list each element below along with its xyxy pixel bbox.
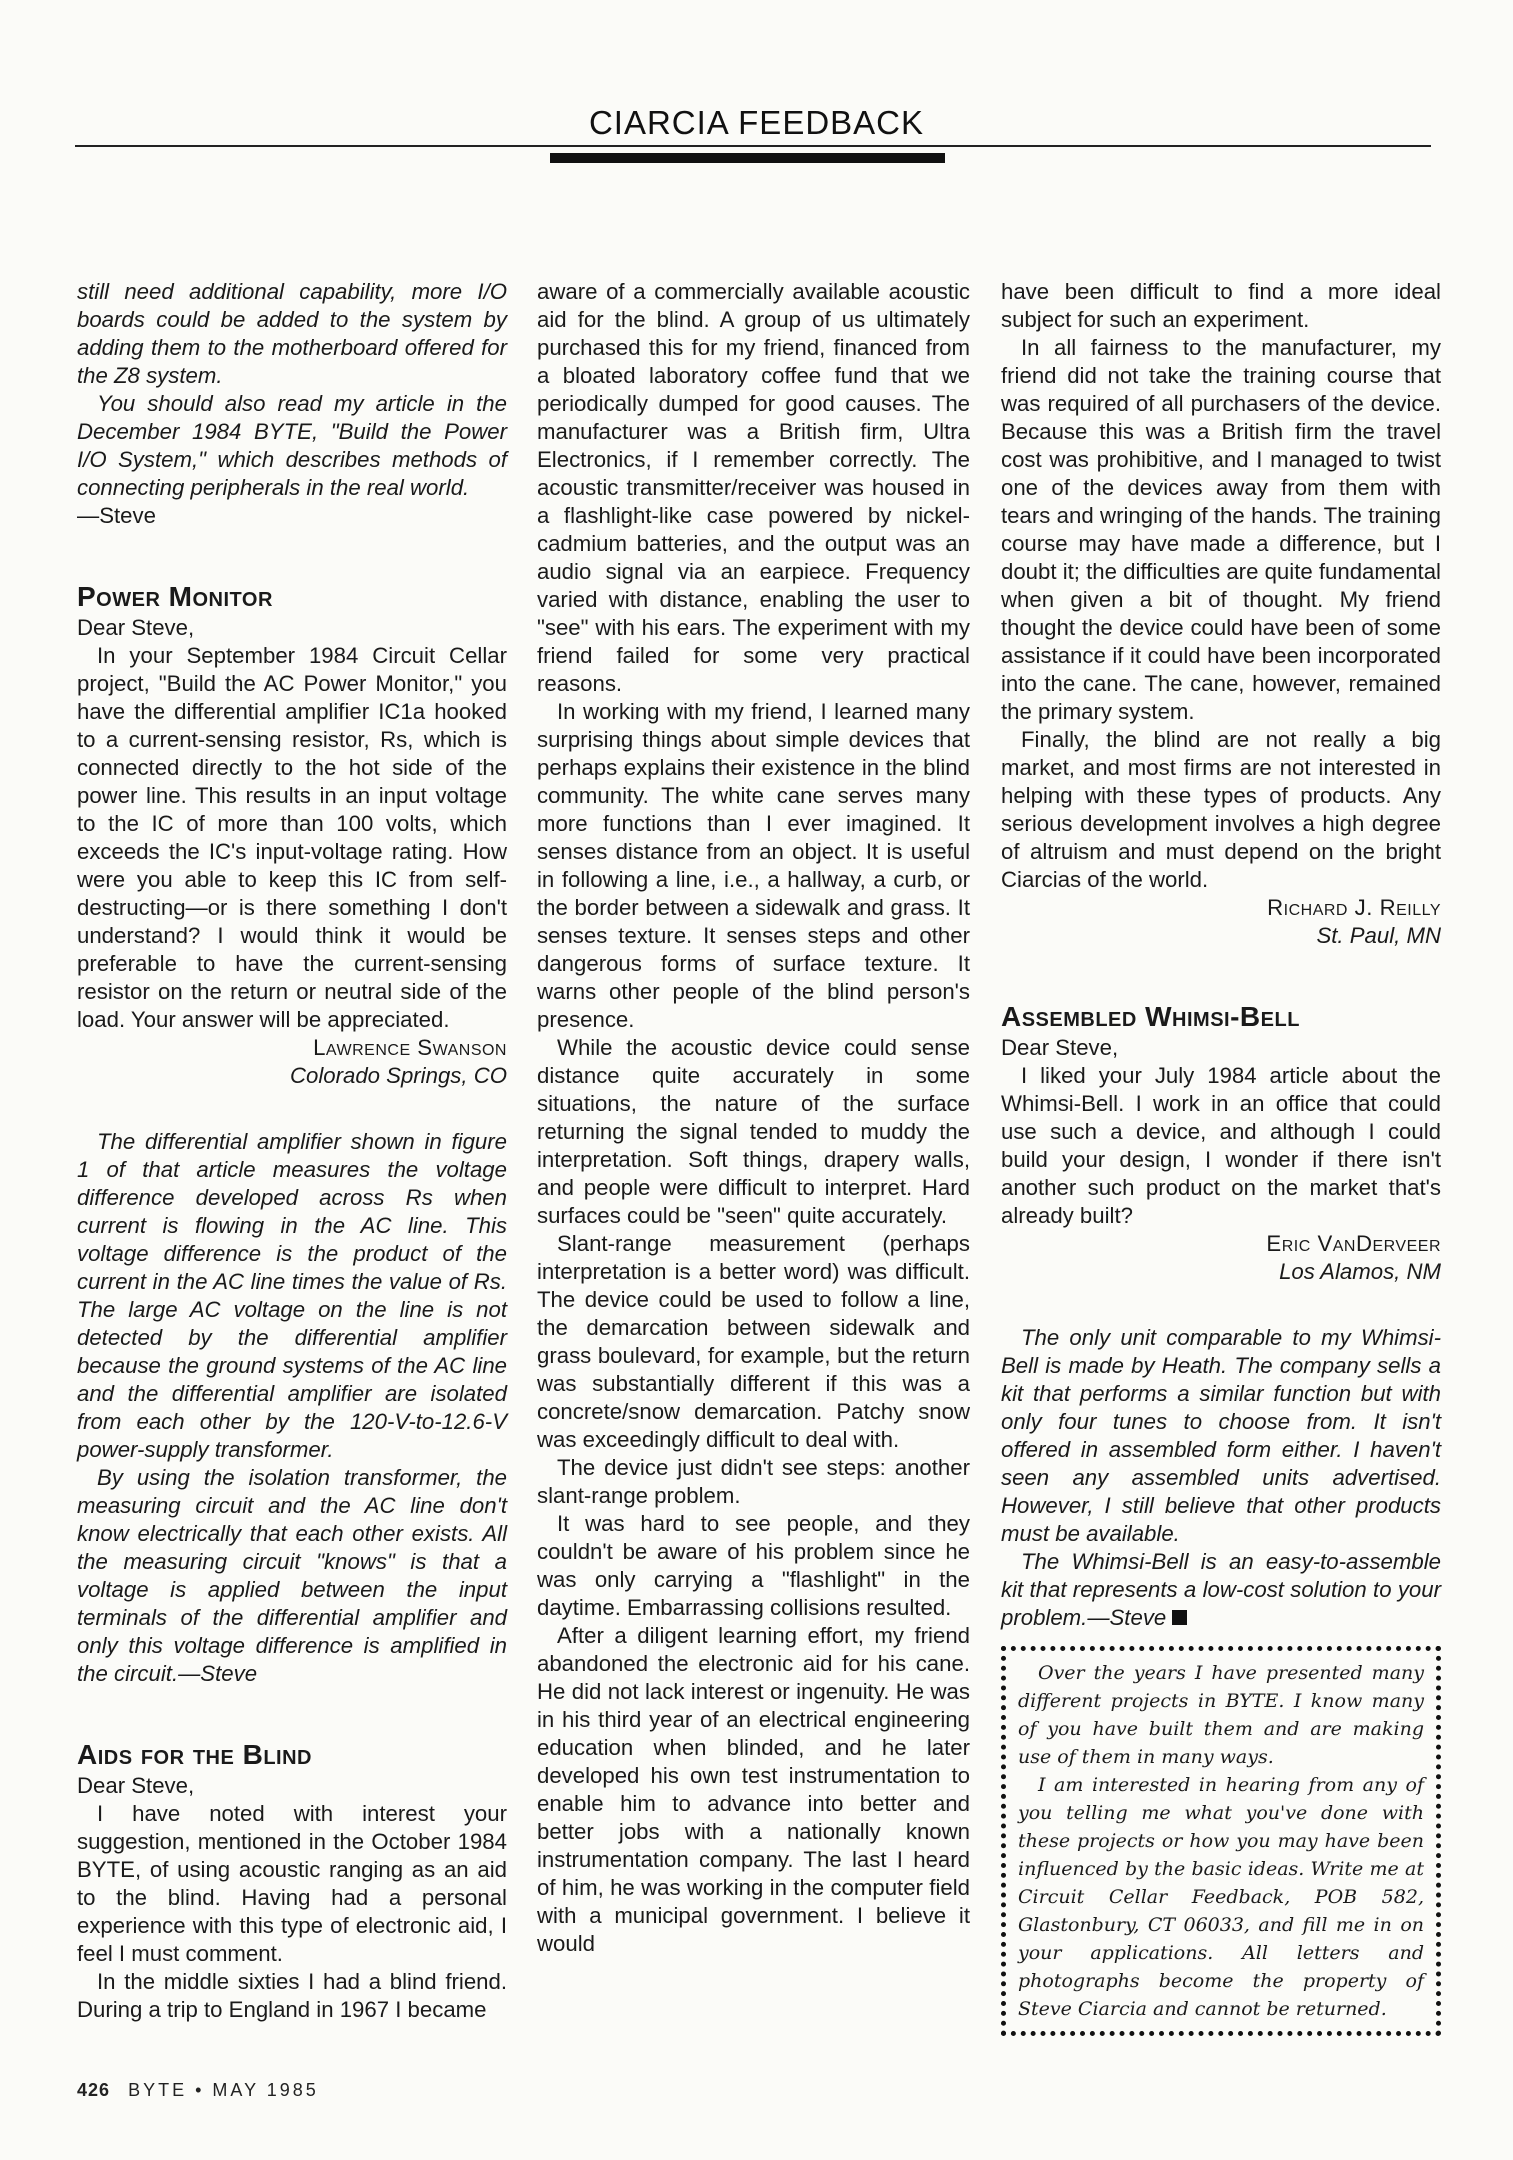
issue-date: MAY 1985 — [212, 2080, 319, 2100]
aids-paragraph-10: have been difficult to find a more ideal subject for such an experiment. — [1001, 279, 1441, 332]
note-paragraph-2: I am interested in hearing from any of you telling me what you've done with these projects or how you may have been influenced by the basic ideas. Write me at Circuit Cellar Feedback, POB 582, Glastonbury, CT 06033, and fill me in on your applications. All letters and photographs become the property of Steve Ciarcia and cannot be returned. — [1018, 1774, 1424, 2020]
signature-place: Los Alamos, NM — [1279, 1259, 1441, 1284]
heading-power-monitor: Power Monitor — [77, 581, 273, 612]
signature-name: Richard J. Reilly — [1267, 895, 1441, 920]
aids-paragraph-3: aware of a commercially available acoustic aid for the blind. A group of us ultimately purchased this for my friend, financed from a bloated laboratory coffee fund that we periodically dumped for good causes. The manufacturer was a British firm, Ultra Electronics, if I remember correctly. The acoustic transmitter/receiver was housed in a flashlight-like case powered by nickel-cadmium batteries, and the output was an audio signal via an earpiece. Frequency varied with distance, enabling the user to "see" with his ears. The experiment with my friend failed for some very practical reasons. — [537, 279, 970, 696]
magazine-name: BYTE — [128, 2080, 188, 2100]
signature-name: Lawrence Swanson — [313, 1035, 507, 1060]
power-letter: In your September 1984 Circuit Cellar project, "Build the AC Power Monitor," you have the differential amplifier IC1a hooked to a current-sensing resistor, Rs, which is connected directly to the hot side of the power line. This results in an input voltage to the IC of more than 100 volts, which exceeds the IC's input-voltage rating. How were you able to keep this IC from self-destructing—or is there something I don't understand? I would think it would be preferable to have the current-sensing resistor on the return or neutral side of the load. Your answer will be appreciated. — [77, 643, 507, 1032]
salutation: Dear Steve, — [77, 615, 195, 640]
aids-paragraph-8: It was hard to see people, and they couldn't be aware of his problem since he was only carrying a "flashlight" in the daytime. Embarrassing collisions resulted. — [537, 1511, 970, 1620]
salutation: Dear Steve, — [1001, 1035, 1119, 1060]
intro-paragraph-2: You should also read my article in the December 1984 BYTE, "Build the Power I/O System," which describes methods of connecting peripherals in the real world. — [77, 391, 507, 500]
intro-paragraph-1: still need additional capability, more I/O boards could be added to the system by adding them to the motherboard offered for the Z8 system. — [77, 279, 507, 388]
signature-name: Eric VanDerveer — [1266, 1231, 1441, 1256]
aids-paragraph-7: The device just didn't see steps: another slant-range problem. — [537, 1455, 970, 1508]
page-footer — [77, 2080, 319, 2101]
header-bar — [550, 153, 945, 163]
power-reply-2: By using the isolation transformer, the measuring circuit and the AC line don't know electrically that each other exists. All the measuring circuit "knows" is that a voltage is applied between the input terminals of the differential amplifier and only this voltage difference is amplified in the circuit.—Steve — [77, 1465, 507, 1686]
header-rule — [75, 145, 1431, 147]
aids-paragraph-2: In the middle sixties I had a blind friend. During a trip to England in 1967 I became — [77, 1969, 507, 2022]
aids-paragraph-6: Slant-range measurement (perhaps interpretation is a better word) was difficult. The device could be used to follow a line, the demarcation between sidewalk and grass boulevard, for example, but the return was substantially different if this was a concrete/snow demarcation. Patchy snow was exceedingly difficult to deal with. — [537, 1231, 970, 1452]
salutation: Dear Steve, — [77, 1773, 195, 1798]
aids-paragraph-9: After a diligent learning effort, my friend abandoned the electronic aid for his cane. He did not lack interest or ingenuity. He was in his third year of an electrical engineering education when blinded, and he later developed his own test instrumentation to enable him to advance into better and better jobs with a nationally known instrumentation company. The last I heard of him, he was working in the computer field with a municipal government. I believe it would — [537, 1623, 970, 1956]
page-number: 426 — [77, 2080, 111, 2100]
signature-place: Colorado Springs, CO — [289, 1063, 507, 1088]
aids-paragraph-12: Finally, the blind are not really a big market, and most firms are not interested in helping with these types of products. Any serious development involves a high degree of altruism and must depend on the bright Ciarcias of the world. — [1001, 727, 1441, 892]
section-title: CIARCIA FEEDBACK — [588, 104, 925, 141]
aids-paragraph-11: In all fairness to the manufacturer, my friend did not take the training course that was required of all purchasers of the device. Because this was a British firm the travel cost was prohibitive, and I managed to twist one of the devices away from them with tears and wringing of the hands. The training course may have made a difference, but I doubt it; the difficulties are quite fundamental when given a bit of thought. My friend thought the device could have been of some assistance if it could have been incorporated into the cane. The cane, however, remained the primary system. — [1001, 335, 1441, 724]
intro-signoff: —Steve — [77, 503, 156, 528]
aids-paragraph-1: I have noted with interest your suggestion, mentioned in the October 1984 BYTE, of using acoustic ranging as an aid to the blind. Having had a personal experience with this type of electronic aid, I feel I must comment. — [77, 1801, 507, 1966]
heading-assembled-whimsi-bell: Assembled Whimsi-Bell — [1001, 1001, 1300, 1032]
note-paragraph-1: Over the years I have presented many different projects in BYTE. I know many of you have built them and are making use of them in many ways. — [1018, 1662, 1424, 1768]
column-2 — [537, 278, 970, 1958]
whimsi-letter: I liked your July 1984 article about the Whimsi-Bell. I work in an office that could use such a device, and although I could build your design, I wonder if there isn't another such product on the market that's already built? — [1001, 1063, 1441, 1228]
signature-place: St. Paul, MN — [1316, 923, 1441, 948]
footer-separator: • — [195, 2080, 205, 2100]
aids-paragraph-5: While the acoustic device could sense distance quite accurately in some situations, the nature of the surface returning the signal tended to muddy the interpretation. Soft things, drapery walls, and people were difficult to interpret. Hard surfaces could be "seen" quite accurately. — [537, 1035, 970, 1228]
whimsi-reply-2-text: The Whimsi-Bell is an easy-to-assemble kit that represents a low-cost solution to your problem.—Steve — [1001, 1549, 1441, 1630]
heading-aids-for-blind: Aids for the Blind — [77, 1739, 312, 1770]
whimsi-reply-1: The only unit comparable to my Whimsi-Bell is made by Heath. The company sells a kit that performs a similar function but with only four tunes to choose from. It isn't offered in assembled form either. I haven't seen any assembled units advertised. However, I still believe that other products must be available. — [1001, 1325, 1441, 1546]
column-1 — [77, 278, 507, 2024]
end-of-article-mark — [1172, 1610, 1187, 1625]
column-3 — [1001, 278, 1441, 2036]
editor-note-box — [1001, 1646, 1441, 2036]
power-reply-1: The differential amplifier shown in figure 1 of that article measures the voltage difference developed across Rs when current is flowing in the AC line. This voltage difference is the product of the current in the AC line times the value of Rs. The large AC voltage on the line is not detected by the differential amplifier because the ground systems of the AC line and the differential amplifier are isolated from each other by the 120-V-to-12.6-V power-supply transformer. — [77, 1129, 507, 1462]
aids-paragraph-4: In working with my friend, I learned many surprising things about simple devices that perhaps explains their existence in the blind community. The white cane serves many more functions than I ever imagined. It senses distance from an object. It is useful in following a line, i.e., a hallway, a curb, or the border between a sidewalk and grass. It senses texture. It senses steps and other dangerous forms of surface texture. It warns other people of the blind person's presence. — [537, 699, 970, 1032]
whimsi-reply-2 — [1001, 1548, 1441, 1632]
